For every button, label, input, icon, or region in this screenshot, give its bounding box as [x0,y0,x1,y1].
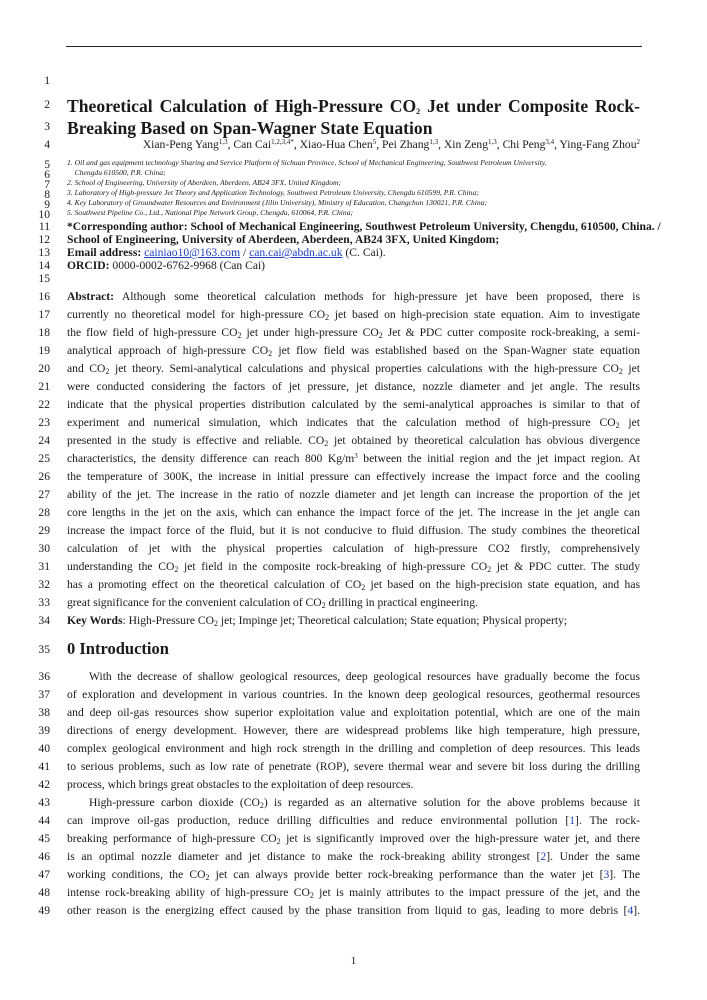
line-number: 32 [38,578,50,591]
text-line: 5. Southwest Pipeline Co., Ltd., National Pipe Network Group, Chengdu, 610064, P.R. China; [67,208,354,217]
text-line: 4. Key Laboratory of Groundwater Resources and Environment (Jilin University), Ministry of Education, Changchun 130021, P.R. China; [67,198,488,207]
text-line: Abstract: Although some theoretical calculation methods for high-pressure jet have been proposed, there is [67,290,640,303]
line-number: 12 [38,233,50,246]
line-number: 1 [44,74,50,87]
line-number: 37 [38,688,50,701]
line-number: 47 [38,868,50,881]
text-line: breaking performance of high-pressure $CO_2$ jet is significantly improved over the high-pressure water jet, and there [67,832,640,846]
citation-link[interactable]: 2 [540,850,547,863]
line-number: 27 [38,488,50,501]
citation-link[interactable]: 3 [603,868,610,881]
text-line: characteristics, the density difference can reach 800 $Kg/m^3$ between the initial region and the jet impact region. At [67,452,640,465]
text-line: Theoretical Calculation of High-Pressure $CO_2$ Jet under Composite Rock- [67,96,640,116]
line-number: 39 [38,724,50,737]
text-line: and $CO_2$ jet theory. Semi-analytical calculations and physical properties calculations with the high-pressure $CO_2$ jet [67,362,640,376]
text-line: core lengths in the jet on the axis, which can enhance the impact force of the jet. The increase in the jet angle can [67,506,640,519]
line-number: 46 [38,850,50,863]
text-line: Key Words: High-Pressure $CO_2$ jet; Impinge jet; Theoretical calculation; State equation; Physical property; [67,614,568,628]
line-number: 40 [38,742,50,755]
text-line: the temperature of 300K, the increase in initial pressure can effectively increase the impact force and the cooling [67,470,640,483]
text-line: indicate that the physical properties distribution calculated by the semi-analytical approaches is similar to that of [67,398,640,411]
text-line: 3. Laboratory of High-pressure Jet Theory and Application Technology, Southwest Petroleum University, Chengdu 610599, P.R. China; [67,188,479,197]
line-number: 3 [44,120,50,133]
text-line: understanding the $CO_2$ jet field in the composite rock-breaking of high-pressure $CO_2$ jet & PDC cutter. The study [67,560,640,574]
line-number: 6 [44,168,50,181]
text-line: experiment and numerical simulation, which indicates that the calculation method of high-pressure $CO_2$ jet [67,416,640,430]
line-number: 13 [38,246,50,259]
line-number: 15 [38,272,50,285]
text-line: Breaking Based on Span-Wagner State Equation [67,118,433,138]
line-number: 30 [38,542,50,555]
email-link[interactable]: cainiao10@163.com [144,246,241,259]
line-number: 41 [38,760,50,773]
text-line: complex geological environment and high rock strength in the drilling and completion of deep resources. This leads [67,742,640,755]
text-line: Chengdu 610500, P.R. China; [67,168,166,177]
line-number: 45 [38,832,50,845]
text-line: Email address: cainiao10@163.com / can.cai@abdn.ac.uk (C. Cai). [67,246,386,259]
text-line: School of Engineering, University of Aberdeen, Aberdeen, AB24 3FX, United Kingdom; [67,233,500,246]
line-number: 26 [38,470,50,483]
line-number: 25 [38,452,50,465]
line-number: 5 [44,158,50,171]
text-line: 0 Introduction [67,639,169,658]
line-number: 8 [44,188,50,201]
line-number: 34 [38,614,50,627]
text-line: were conducted considering the factors of jet pressure, jet distance, nozzle diameter and jet angle. The results [67,380,640,393]
line-number: 28 [38,506,50,519]
text-line: calculation of jet with the physical properties calculation of high-pressure CO2 firstly, comprehensively [67,542,640,555]
line-number: 23 [38,416,50,429]
line-number: 35 [38,643,50,656]
text-line: *Corresponding author: School of Mechanical Engineering, Southwest Petroleum University, Chengdu, 610500, China. / [67,220,661,233]
text-line: ability of the jet. The increase in the ratio of nozzle diameter and jet length can increase the proportion of the jet [67,488,640,501]
line-number: 24 [38,434,50,447]
line-number: 49 [38,904,50,917]
text-line: High-pressure carbon dioxide $(CO_2)$ is regarded as an alternative solution for the above problems because it [89,796,640,810]
text-line: 1. Oil and gas equipment technology Sharing and Service Platform of Sichuan Province, School of Mechanical Engineering, Southwest Petroleum University, [67,158,547,167]
text-line: intense rock-breaking ability of high-pressure $CO_2$ jet is mainly attributes to the impact pressure of the jet, and the [67,886,640,900]
text-line: is an optimal nozzle diameter and jet distance to make the rock-breaking ability strongest [2]. Under the same [67,850,640,863]
line-number: 48 [38,886,50,899]
line-number: 38 [38,706,50,719]
line-number: 31 [38,560,50,573]
email-link[interactable]: can.cai@abdn.ac.uk [249,246,343,259]
text-line: currently no theoretical model for high-pressure $CO_2$ jet based on high-precision state equation. Aim to investigate [67,308,640,322]
line-number: 9 [44,198,50,211]
line-number: 20 [38,362,50,375]
text-line: has a promoting effect on the theoretical calculation of $CO_2$ jet based on the high-precision state equation, and has [67,578,640,592]
text-line: presented in the study is effective and reliable. $CO_2$ jet obtained by theoretical calculation has obvious divergence [67,434,640,448]
line-number: 21 [38,380,50,393]
text-line: With the decrease of shallow geological resources, deep geological resources have gradually become the focus [89,670,640,683]
line-number: 43 [38,796,50,809]
line-number: 16 [38,290,50,303]
text-line: of exploration and development in various countries. In the known deep geological resources, geothermal resources [67,688,640,701]
line-number: 10 [38,208,50,221]
text-line: 2. School of Engineering, University of Aberdeen, Aberdeen, AB24 3FX, United Kingdom; [67,178,342,187]
text-line: and deep oil-gas resources show superior exploitation value and exploitation potential, which are one of the main [67,706,640,719]
text-line: analytical approach of high-pressure $CO_2$ jet flow field was established based on the Span-Wagner state equation [67,344,640,358]
line-number: 19 [38,344,50,357]
line-number: 7 [44,178,50,191]
text-line: Xian-Peng Yang$^{1,3}$, Can Cai$^{1,2,3,4*}$, Xiao-Hua Chen$^5$, Pei Zhang$^{1,3}$, Xin Zeng$^{1,3}$, Chi Peng$^{3,4}$, Ying-Fang Zhou$^2$ [142,138,640,151]
text-line: ORCID: 0000-0002-6762-9968 (Can Cai) [67,259,266,272]
line-number: 4 [44,138,50,151]
line-number: 33 [38,596,50,609]
line-number: 22 [38,398,50,411]
text-line: other reason is the energizing effect caused by the phase transition from liquid to gas, leading to more debris [4]. [67,904,640,917]
citation-link[interactable]: 4 [627,904,634,917]
citation-link[interactable]: 1 [569,814,576,827]
line-number: 11 [38,220,50,233]
line-number: 44 [38,814,50,827]
text-line: great significance for the convenient calculation of $CO_2$ drilling in practical engineering. [67,596,478,610]
line-number: 18 [38,326,50,339]
text-line: the flow field of high-pressure $CO_2$ jet under high-pressure $CO_2$ Jet & PDC cutter composite rock-breaking, a semi- [67,326,640,340]
text-line: process, which brings great obstacles to the exploitation of deep resources. [67,778,414,791]
page-number: 1 [350,955,357,967]
text-line: can improve oil-gas production, reduce drilling difficulties and reduce environmental pollution [1]. The rock- [67,814,640,827]
text-line: increase the impact force of the fluid, but it is not conducive to fluid diffusion. The study combines the theoretical [67,524,640,537]
header-rule [66,46,642,47]
line-number: 42 [38,778,50,791]
text-line: to serious problems, such as low rate of penetrate (ROP), severe thermal wear and severe bit loss during the drilling [67,760,640,773]
text-line: directions of energy development. However, there are widespread problems like high temperature, high pressure, [67,724,640,737]
line-number: 36 [38,670,50,683]
line-number: 17 [38,308,50,321]
text-line: working conditions, the $CO_2$ jet can always provide better rock-breaking performance than the water jet [3]. The [67,868,640,882]
line-number: 2 [44,98,50,111]
line-number: 29 [38,524,50,537]
line-number: 14 [38,259,50,272]
